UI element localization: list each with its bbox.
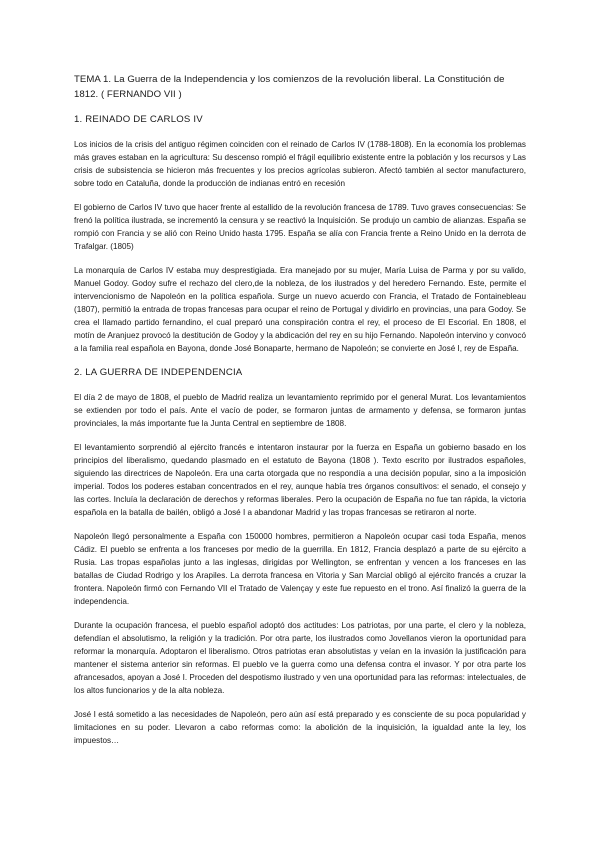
paragraph: Los inicios de la crisis del antiguo régimen coinciden con el reinado de Carlos IV (1788-1808). En la economía los problemas más graves estaban en la agricultura: Su descenso rompió el frágil equilibrio existente entre la población y los recursos y Las crisis de subsistencia se hicieron más frecuentes y los precios agrícolas subieron. Afectó también al sector manufacturero, sobre todo en Cataluña, donde la producción de indianas entró en recesión [74, 140, 526, 188]
paragraph: Napoleón llegó personalmente a España con 150000 hombres, permitieron a Napoleón ocupar casi toda España, menos Cádiz. El pueblo se enfrenta a los franceses por medio de la guerrilla. En 1812, Francia desplazó a parte de su ejército a Rusia. Las tropas españolas junto a las inglesas, dirigidas por Wellington, se enfrentan y vencen a los franceses en las batallas de Ciudad Rodrigo y los Arapiles. La derrota francesa en Vitoria y San Marcial obligó al ejército francés a cruzar la frontera. Napoleón firmó con Fernando VII el Tratado de Valençay y este fue repuesto en el trono. Así finalizó la guerra de la independencia. [74, 532, 526, 606]
paragraph: El levantamiento sorprendió al ejército francés e intentaron instaurar por la fuerza en España un gobierno basado en los principios del liberalismo, quedando plasmado en el estatuto de Bayona (1808 ). Texto escrito por ilustrados españoles, siguiendo las directrices de Napoleón. Era una carta otorgada que no respondía a una decisión popular, sino a la imposición imperial. Todos los poderes estaban concentrados en el rey, aunque había tres órganos consultivos: el senado, el consejo y las cortes. Incluía la declaración de derechos y reformas liberales. Pero la ocupación de España no fue tan rápida, la victoria española en la batalla de bailén, obligó a José I a abandonar Madrid y las tropas francesas se retiraron al norte. [74, 443, 526, 517]
document-body [74, 72, 526, 757]
paragraph: José I está sometido a las necesidades de Napoleón, pero aún así está preparado y es consciente de su poca popularidad y limitaciones en su poder. Llevaron a cabo reformas como: la abolición de la inquisición, la igualdad ante la ley, los impuestos… [74, 710, 526, 745]
paragraph: El día 2 de mayo de 1808, el pueblo de Madrid realiza un levantamiento reprimido por el general Murat. Los levantamientos se extienden por todo el país. Ante el vacío de poder, se formaron juntas de armamento y defensa, se formaron juntas provinciales, la más importante fue la Junta Central en septiembre de 1808. [74, 393, 526, 428]
section-heading-guerra-independencia: 2. LA GUERRA DE INDEPENDENCIA [74, 367, 243, 378]
section-heading-reinado-carlos-iv: 1. REINADO DE CARLOS IV [74, 114, 203, 125]
paragraph: La monarquía de Carlos IV estaba muy desprestigiada. Era manejado por su mujer, María Luisa de Parma y por su valido, Manuel Godoy. Godoy sufre el rechazo del clero,de la nobleza, de los ilustrados y del heredero Fernando. Este, permite el intervencionismo de Napoleón en la política española. Surge un nuevo acuerdo con Francia, el Tratado de Fontainebleau (1807), permitió la entrada de tropas francesas para ocupar el reino de Portugal y dividirlo en provincias, una para Godoy. Se crea el llamado partido fernandino, el cual preparó una conspiración contra el rey, el proceso de El Escorial. En 1808, el motín de Aranjuez provocó la destitución de Godoy y la abdicación del rey en su hijo Fernando. Napoleón intervino y convocó a la familia real española en Bayona, donde José Bonaparte, hermano de Napoleón; se convierte en José I, rey de España. [74, 266, 526, 353]
document-title: TEMA 1. La Guerra de la Independencia y los comienzos de la revolución liberal. La Constitución de 1812. ( FERNANDO VII ) [74, 74, 505, 100]
paragraph: Durante la ocupación francesa, el pueblo español adoptó dos actitudes: Los patriotas, por una parte, el clero y la nobleza, defendían el absolutismo, la religión y la tradición. Por otra parte, los ilustrados como Jovellanos vieron la oportunidad para reformar la monarquía. Adoptaron el liberalismo. Otros patriotas eran absolutistas y veían en la invasión la justificación para mantener el sistema anterior sin reformas. El pueblo ve la guerra como una defensa contra el invasor. Y por otra parte los afrancesados, apoyan a José I. Proceden del despotismo ilustrado y ven una oportunidad para las reformas: intelectuales, de los altos funcionarios y de la alta nobleza. [74, 621, 526, 695]
paragraph: El gobierno de Carlos IV tuvo que hacer frente al estallido de la revolución francesa de 1789. Tuvo graves consecuencias: Se frenó la política ilustrada, se incrementó la censura y se reactivó la Inquisición. Se produjo un cambio de alianzas. España se rompió con Francia y se alió con Reino Unido hasta 1795. España se alía con Francia frente a Reino Unido en la derrota de Trafalgar. (1805) [74, 203, 526, 251]
